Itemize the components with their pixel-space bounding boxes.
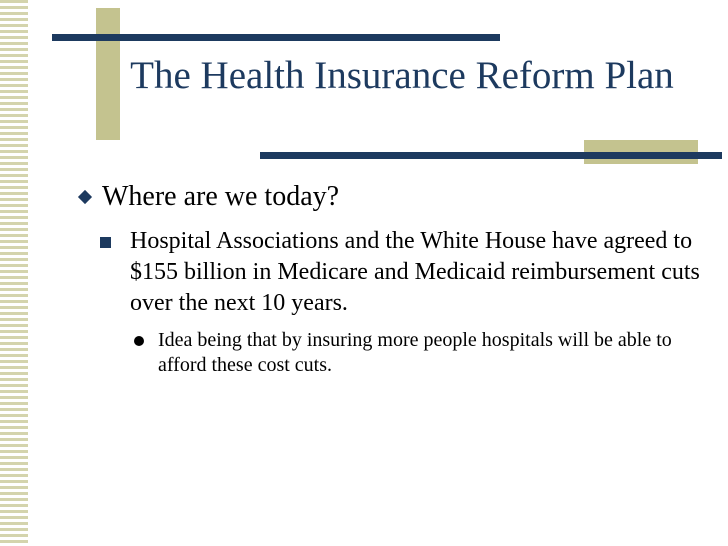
bullet-level-2-text: Hospital Associations and the White House have agreed to $155 billion in Medicare and Medicaid reimbursement cuts over the next 10 years. <box>130 228 700 316</box>
bullet-level-1 <box>76 180 716 214</box>
decorative-tan-bar-top <box>96 8 120 140</box>
bullet-level-3 <box>134 328 694 378</box>
slide-title: The Health Insurance Reform Plan <box>130 54 674 97</box>
bullet-level-3-text: Idea being that by insuring more people hospitals will be able to afford these cost cuts. <box>158 329 672 376</box>
round-bullet-icon <box>134 336 144 346</box>
title-top-rule <box>52 34 500 41</box>
title-bottom-rule <box>260 152 722 159</box>
diamond-bullet-icon <box>78 190 92 204</box>
bullet-level-1-text: Where are we today? <box>102 181 340 212</box>
square-bullet-icon <box>100 237 111 248</box>
decorative-side-stripes <box>0 0 28 546</box>
bullet-level-2 <box>100 226 700 319</box>
